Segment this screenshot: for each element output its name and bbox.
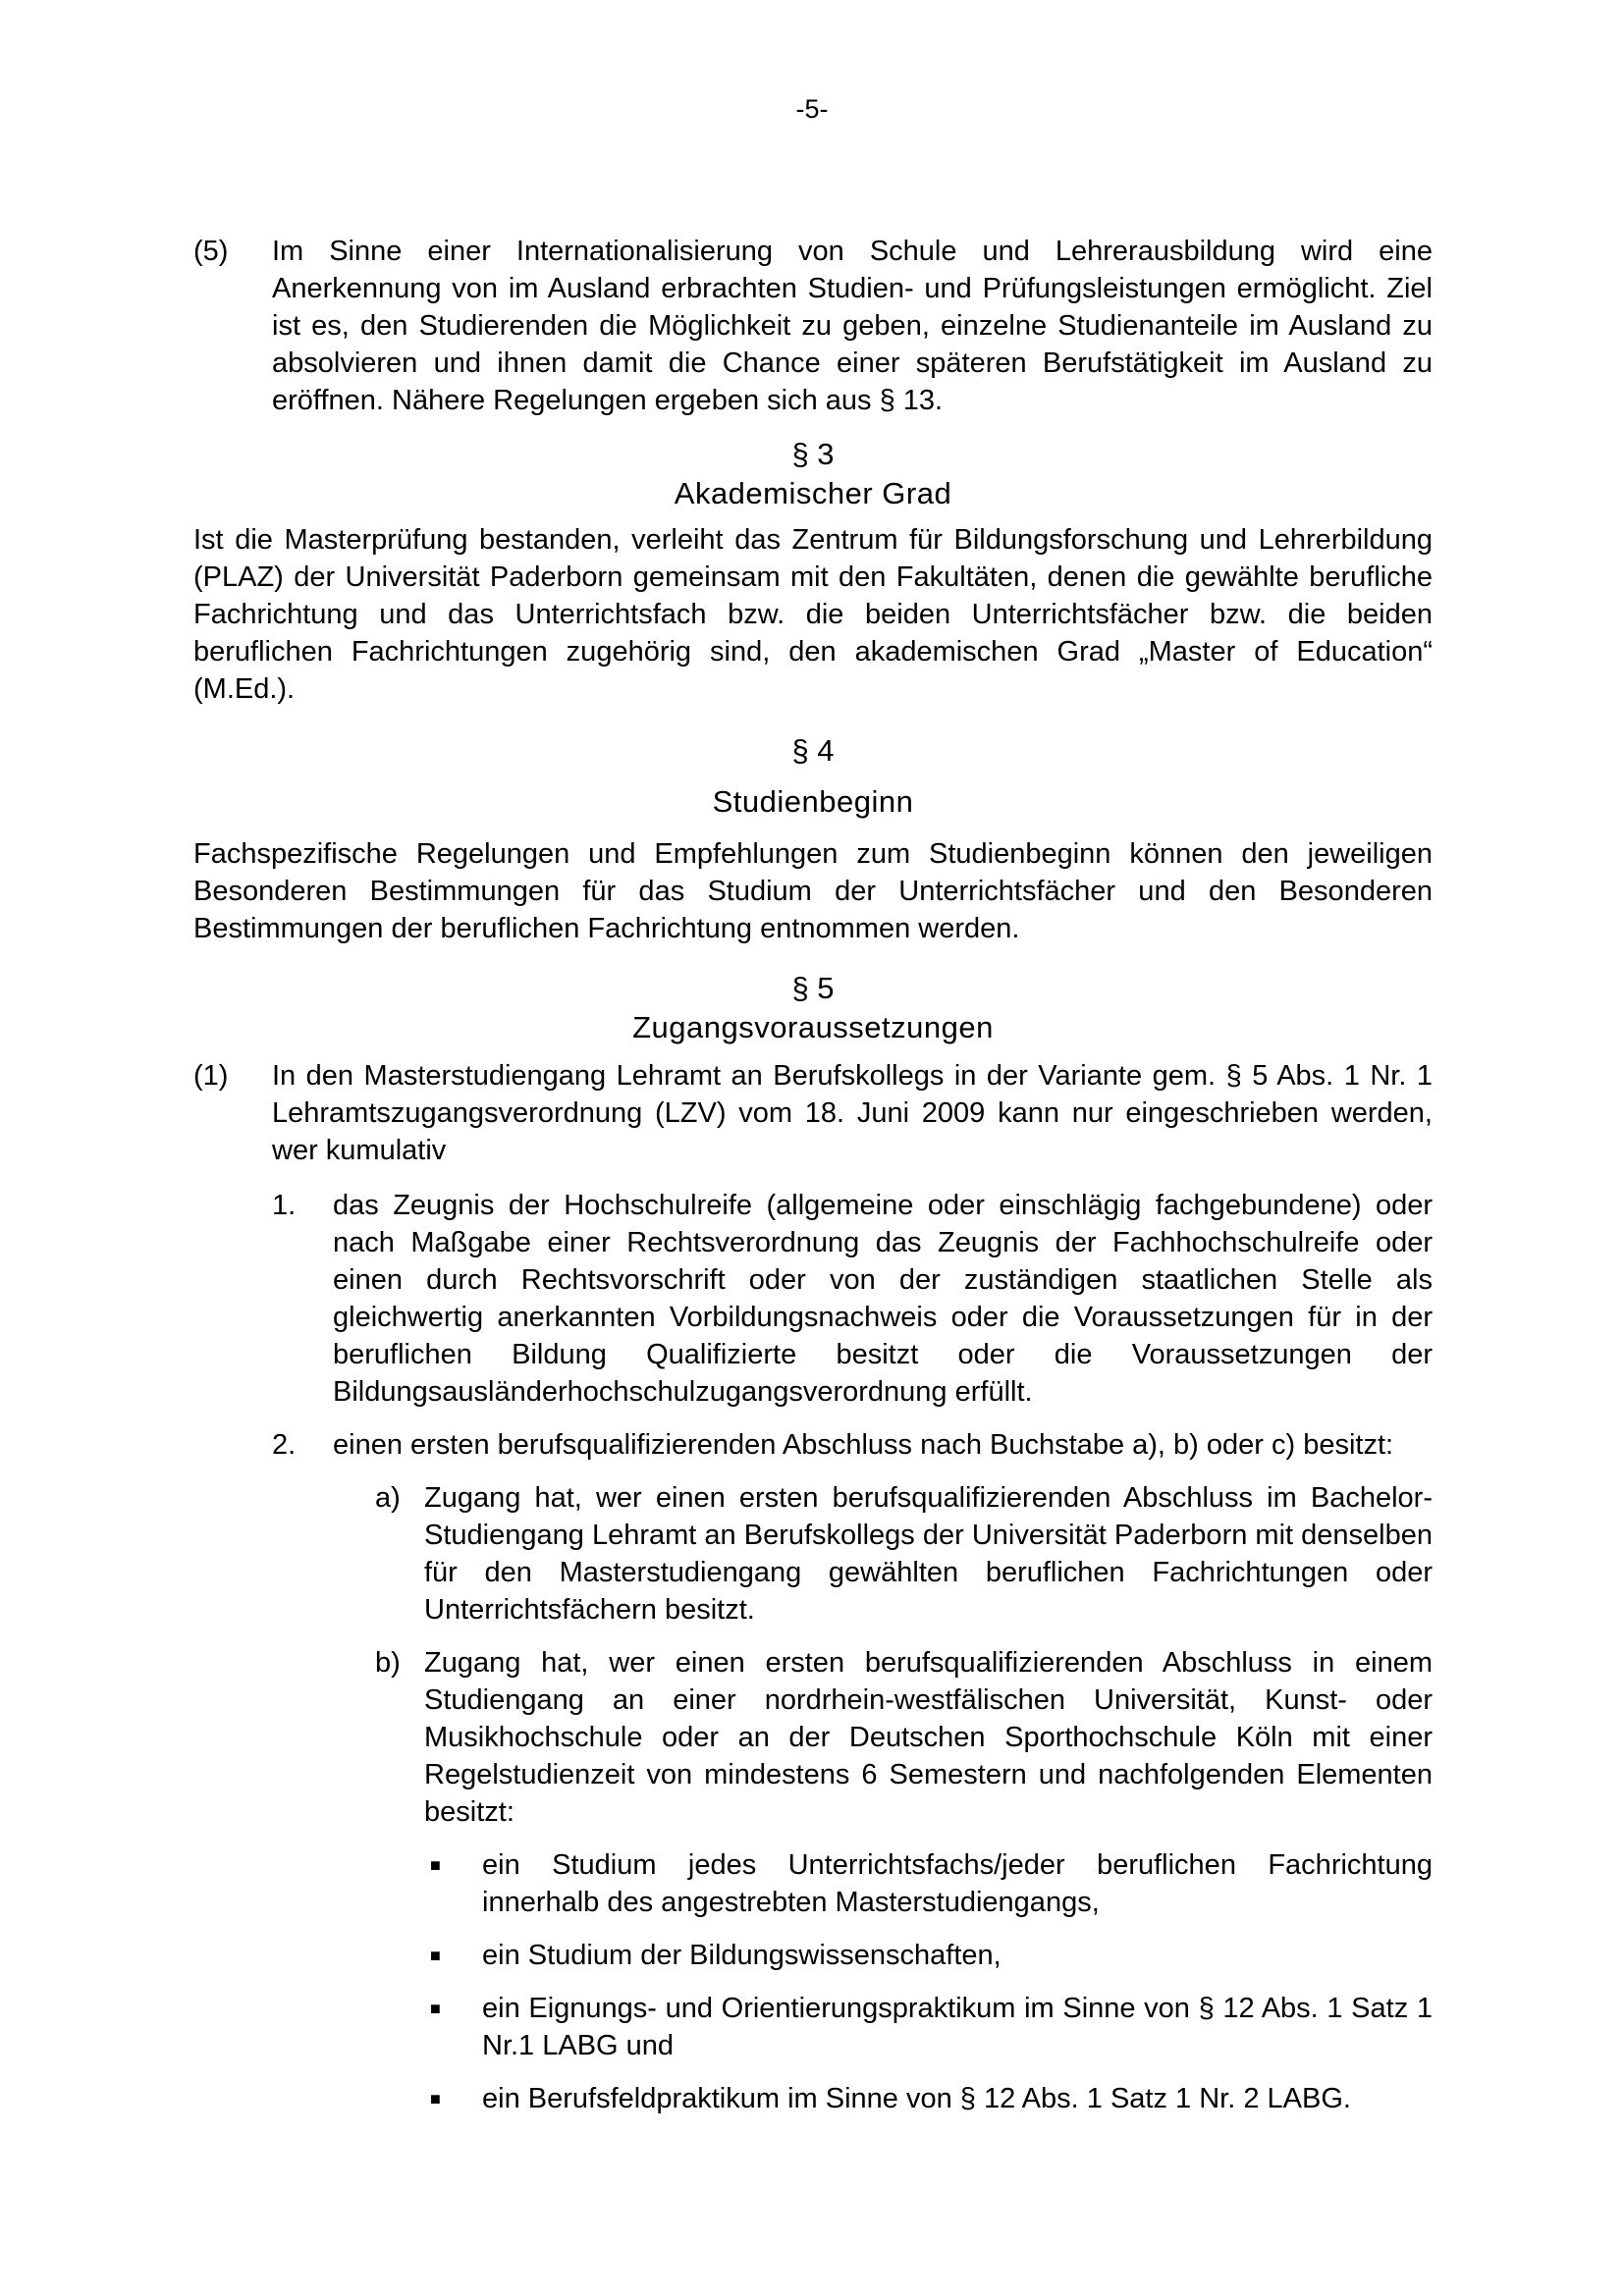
sub-item-b — [375, 1644, 1433, 1831]
paragraph-text: Im Sinne einer Internationalisierung von Schule und Lehrerausbildung wird eine Anerkennung von im Ausland erbrachten Studien- und Prüfungsleistungen ermöglicht. Ziel ist es, den Studierenden die Möglichkeit zu geben, einzelne Studienanteile im Ausland zu absolvieren und ihnen damit die Chance einer späteren Berufstätigkeit im Ausland zu eröffnen. Nähere Regelungen ergeben sich aus § 13. — [272, 236, 1433, 416]
square-bullet-icon: ■ — [430, 1999, 441, 2018]
paragraph-text: In den Masterstudiengang Lehramt an Berufskollegs in der Variante gem. § 5 Abs. 1 Nr. 1 Lehramtszugangsverordnung (LZV) vom 18. Juni 2009 kann nur eingeschrieben werden, wer kumulativ — [272, 1060, 1433, 1166]
bullet-text: ein Studium jedes Unterrichtsfachs/jeder beruflichen Fachrichtung innerhalb des angestrebten Masterstudiengangs, — [482, 1849, 1433, 1918]
section-4-symbol: § 4 — [791, 733, 835, 768]
sub-item-text: Zugang hat, wer einen ersten berufsqualifizierenden Abschluss im Bachelor-Studiengang Lehramt an Berufskollegs der Universität Paderborn mit denselben für den Masterstudiengang gewählten beruflichen Fachrichtungen oder Unterrichtsfächern besitzt. — [424, 1482, 1433, 1626]
list-item-2 — [272, 1426, 1433, 1464]
section-5-symbol: § 5 — [791, 971, 835, 1005]
section-4-text: Fachspezifische Regelungen und Empfehlungen zum Studienbeginn können den jeweiligen Besonderen Bestimmungen für das Studium der Unterrichtsfächer und den Besonderen Bestimmungen der beruflichen Fachrichtung entnommen werden. — [193, 838, 1433, 944]
paragraph-5 — [193, 233, 1433, 419]
list-item-number: 1. — [272, 1190, 297, 1221]
section-5-title: Zugangsvoraussetzungen — [632, 1010, 994, 1044]
bullet-item — [424, 1846, 1433, 1921]
list-item-text: das Zeugnis der Hochschulreife (allgemeine oder einschlägig fachgebundene) oder nach Maßgabe einer Rechtsverordnung das Zeugnis der Fachhochschulreife oder einen durch Rechtsvorschrift oder von der zuständigen staatlichen Stelle als gleichwertig anerkannten Vorbildungsnachweis oder die Voraussetzungen für in der beruflichen Bildung Qualifizierte besitzt oder die Voraussetzungen der Bildungsausländerhochschulzugangsverordnung erfüllt. — [333, 1190, 1433, 1408]
bullet-text: ein Studium der Bildungswissenschaften, — [482, 1940, 1001, 1971]
sub-item-text: Zugang hat, wer einen ersten berufsqualifizierenden Abschluss in einem Studiengang an einer nordrhein-westfälischen Universität, Kunst- oder Musikhochschule oder an der Deutschen Sporthochschule Köln mit einer Regelstudienzeit von mindestens 6 Semestern und nachfolgenden Elementen besitzt: — [424, 1647, 1433, 1828]
section-3-title: Akademischer Grad — [674, 476, 952, 510]
sub-item-letter: b) — [375, 1647, 401, 1679]
page-content — [193, 233, 1433, 2133]
sub-item-a — [375, 1479, 1433, 1629]
paragraph-number: (5) — [193, 236, 229, 267]
bullet-item — [424, 1937, 1433, 1974]
bullet-text: ein Eignungs- und Orientierungspraktikum im Sinne von § 12 Abs. 1 Satz 1 Nr.1 LABG und — [482, 1993, 1433, 2061]
section-5-paragraph-1 — [193, 1057, 1433, 1169]
page-number: -5- — [795, 94, 829, 124]
section-3-symbol: § 3 — [791, 437, 835, 471]
list-item-number: 2. — [272, 1429, 297, 1461]
section-3-text: Ist die Masterprüfung bestanden, verleiht das Zentrum für Bildungsforschung und Lehrerbildung (PLAZ) der Universität Paderborn gemeinsam mit den Fakultäten, denen die gewählte berufliche Fachrichtung und das Unterrichtsfach bzw. die beiden Unterrichtsfächer bzw. die beiden beruflichen Fachrichtungen zugehörig sind, den akademischen Grad „Master of Education“ (M.Ed.). — [193, 524, 1433, 705]
sub-item-letter: a) — [375, 1482, 401, 1514]
square-bullet-icon: ■ — [430, 2089, 441, 2109]
bullet-item — [424, 2080, 1433, 2117]
requirements-list — [193, 1187, 1433, 2117]
bullet-item — [424, 1990, 1433, 2064]
list-item-1 — [272, 1187, 1433, 1411]
square-bullet-icon: ■ — [430, 1855, 441, 1875]
list-item-text: einen ersten berufsqualifizierenden Abschluss nach Buchstabe a), b) oder c) besitzt: — [333, 1429, 1394, 1461]
paragraph-number: (1) — [193, 1060, 229, 1092]
section-4-title: Studienbeginn — [712, 784, 914, 819]
bullet-text: ein Berufsfeldpraktikum im Sinne von § 12 Abs. 1 Satz 1 Nr. 2 LABG. — [482, 2083, 1351, 2114]
square-bullet-icon: ■ — [430, 1946, 441, 1965]
